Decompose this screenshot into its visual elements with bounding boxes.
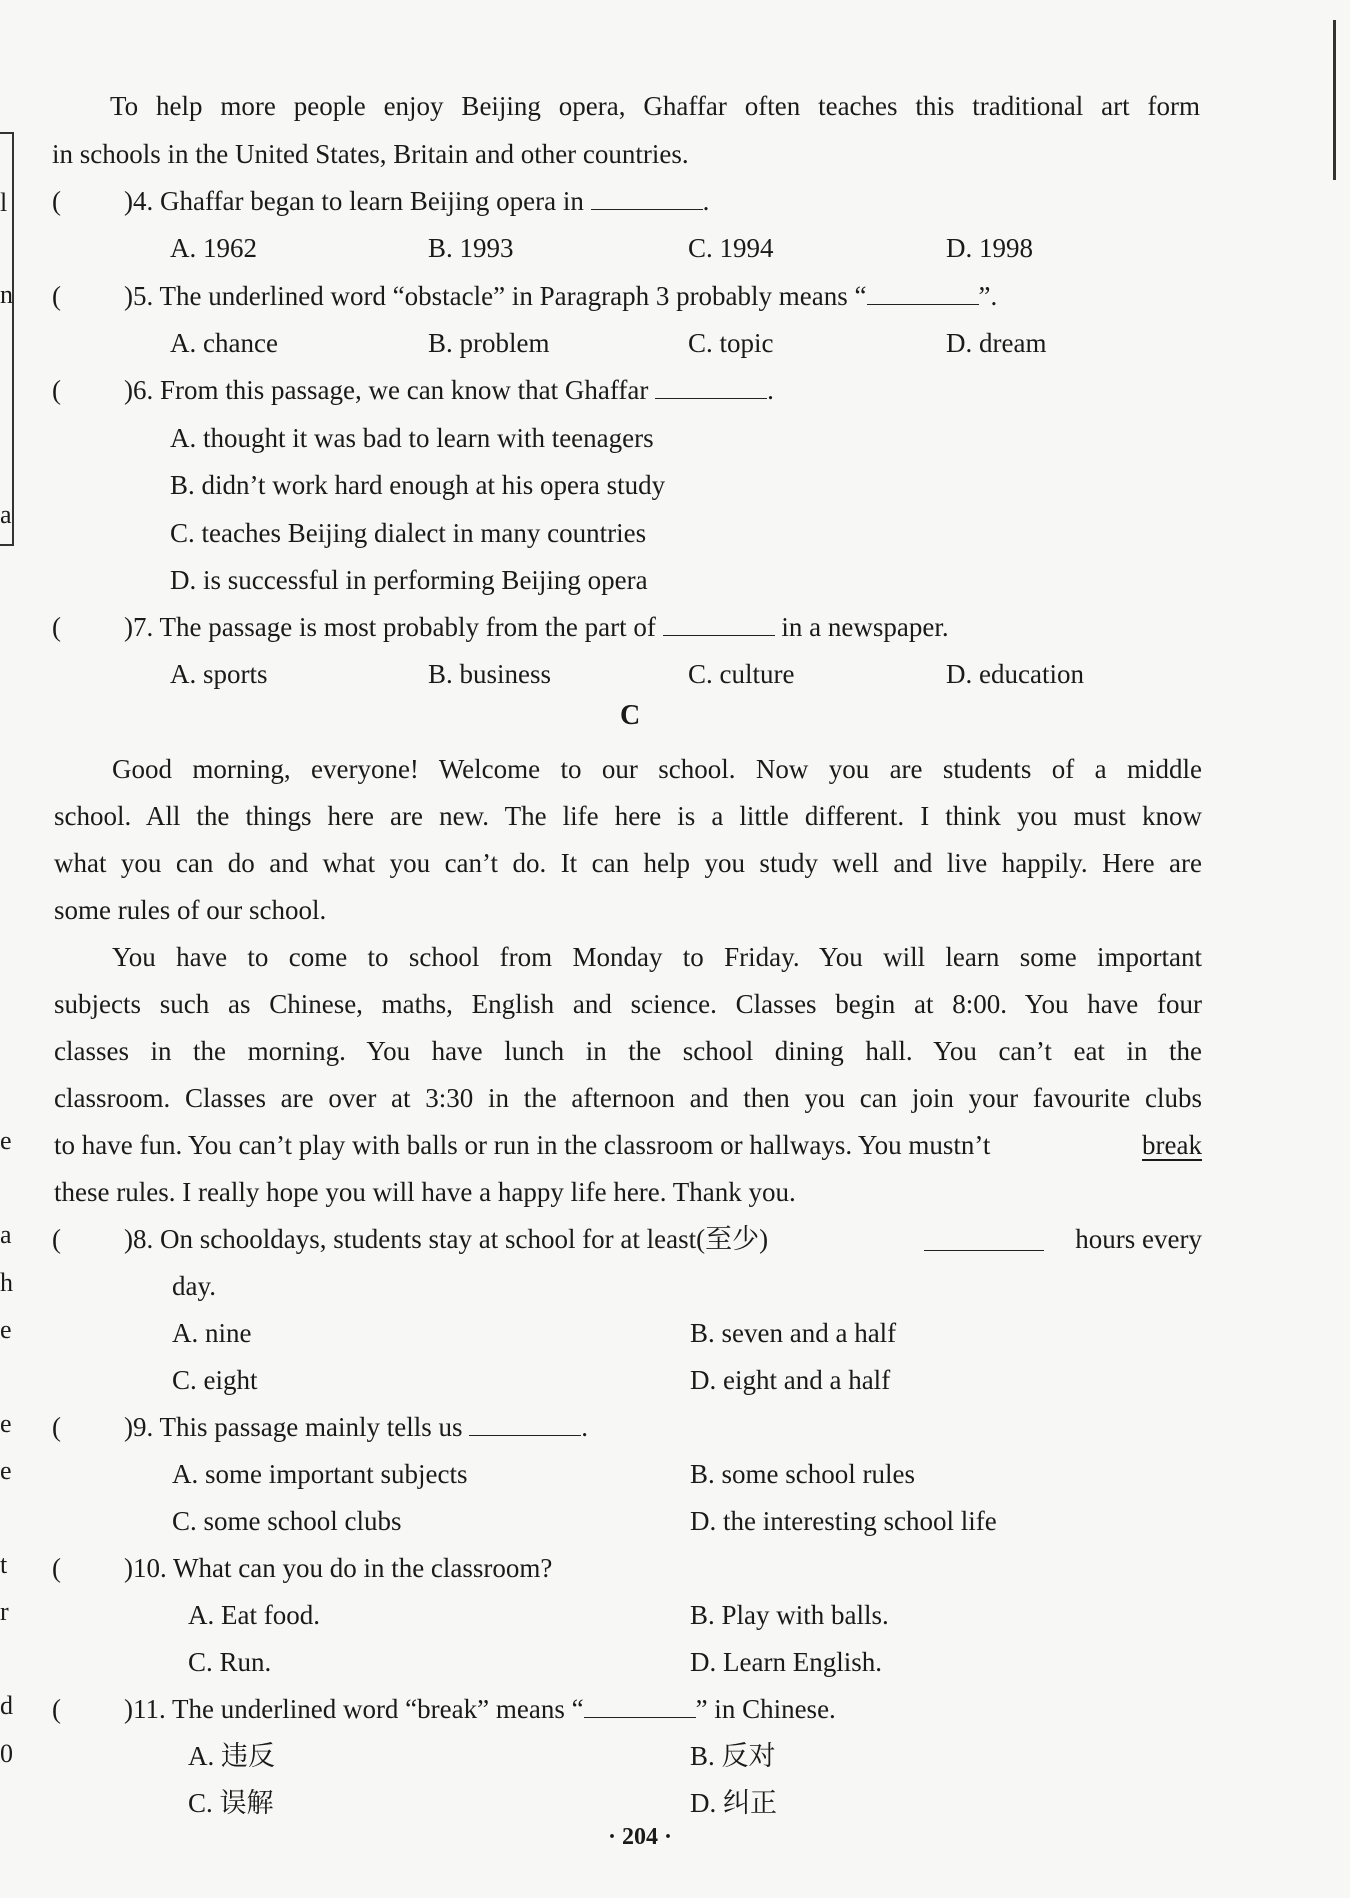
option[interactable]: D. the interesting school life — [690, 1506, 997, 1536]
option[interactable]: A. some important subjects — [172, 1459, 468, 1489]
answer-paren[interactable]: ( — [52, 375, 61, 405]
answer-blank — [469, 1413, 581, 1436]
option[interactable]: A. nine — [172, 1318, 252, 1348]
option[interactable]: C. 误解 — [188, 1788, 274, 1818]
question-stem: )8. On schooldays, students stay at school for at least(至少) — [124, 1224, 769, 1254]
margin-char: e — [0, 1409, 12, 1438]
option[interactable]: C. culture — [688, 659, 795, 689]
question-10: )10. What can you do in the classroom? — [124, 1553, 553, 1583]
margin-char: t — [0, 1550, 8, 1579]
option[interactable]: A. Eat food. — [188, 1600, 320, 1630]
passage-line: To help more people enjoy Beijing opera, Ghaffar often teaches this traditional art form — [110, 91, 1200, 121]
option[interactable]: B. 反对 — [690, 1741, 776, 1771]
option[interactable]: B. business — [428, 659, 552, 689]
question-tail: ”. — [978, 281, 998, 311]
margin-char: e — [0, 1456, 12, 1485]
question-tail: in a newspaper. — [781, 612, 949, 642]
option[interactable]: A. thought it was bad to learn with teenagers — [170, 423, 654, 453]
passage-line: Good morning, everyone! Welcome to our school. Now you are students of a middle — [112, 754, 1202, 784]
option[interactable]: B. didn’t work hard enough at his opera study — [170, 470, 666, 500]
option[interactable]: C. 1994 — [688, 233, 774, 263]
option[interactable]: C. Run. — [188, 1647, 272, 1677]
answer-blank — [867, 282, 979, 305]
question-tail: hours every — [1075, 1224, 1202, 1254]
option[interactable]: D. 纠正 — [690, 1788, 777, 1818]
passage-line: subjects such as Chinese, maths, English and science. Classes begin at 8:00. You have four — [54, 989, 1202, 1019]
passage-line — [54, 1128, 1202, 1162]
answer-blank — [663, 613, 775, 636]
answer-blank — [655, 376, 767, 399]
option[interactable]: A. 1962 — [170, 233, 257, 263]
answer-paren[interactable]: ( — [52, 1224, 61, 1254]
question-stem: )9. This passage mainly tells us — [124, 1412, 463, 1442]
option[interactable]: C. topic — [688, 328, 774, 358]
question-stem: )11. The underlined word “break” means “ — [124, 1694, 584, 1724]
option[interactable]: A. 违反 — [188, 1741, 275, 1771]
option[interactable]: B. seven and a half — [690, 1318, 897, 1348]
binding-edge — [1333, 20, 1336, 180]
margin-char: r — [0, 1597, 9, 1626]
question-5 — [124, 279, 997, 313]
underlined-word: break — [1142, 1130, 1202, 1160]
question-9 — [124, 1410, 588, 1444]
margin-char: e — [0, 1315, 12, 1344]
answer-paren[interactable]: ( — [52, 1553, 61, 1583]
answer-blank — [584, 1695, 696, 1718]
margin-char: a — [0, 500, 12, 529]
passage-line: some rules of our school. — [54, 895, 327, 925]
question-stem: )4. Ghaffar began to learn Beijing opera in — [124, 186, 584, 216]
passage-line: what you can do and what you can’t do. It can help you study well and live happily. Here are — [54, 848, 1202, 878]
option[interactable]: B. 1993 — [428, 233, 514, 263]
margin-char: n — [0, 280, 13, 309]
option[interactable]: B. Play with balls. — [690, 1600, 889, 1630]
section-title: C — [620, 700, 641, 731]
option[interactable]: D. education — [946, 659, 1084, 689]
question-6 — [124, 373, 774, 407]
answer-paren[interactable]: ( — [52, 1694, 61, 1724]
question-stem: )7. The passage is most probably from the part of — [124, 612, 656, 642]
question-tail: . — [581, 1412, 588, 1442]
question-tail: ” in Chinese. — [695, 1694, 836, 1724]
margin-char: d — [0, 1691, 13, 1720]
option[interactable]: D. dream — [946, 328, 1047, 358]
option[interactable]: C. eight — [172, 1365, 258, 1395]
option[interactable]: C. some school clubs — [172, 1506, 402, 1536]
passage-text: to have fun. You can’t play with balls or run in the classroom or hallways. You mustn’t — [54, 1130, 991, 1160]
passage-line: You have to come to school from Monday to Friday. You will learn some important — [112, 942, 1202, 972]
option[interactable]: D. Learn English. — [690, 1647, 882, 1677]
answer-blank — [591, 187, 703, 210]
question-4 — [124, 184, 709, 218]
margin-char: 0 — [0, 1739, 13, 1768]
option[interactable]: D. is successful in performing Beijing opera — [170, 565, 648, 595]
option[interactable]: D. 1998 — [946, 233, 1033, 263]
question-11 — [124, 1692, 836, 1726]
question-7 — [124, 610, 949, 644]
answer-paren[interactable]: ( — [52, 612, 61, 642]
passage-line: classroom. Classes are over at 3:30 in the afternoon and then you can join your favourite clubs — [54, 1083, 1202, 1113]
option[interactable]: A. sports — [170, 659, 268, 689]
question-stem: )5. The underlined word “obstacle” in Paragraph 3 probably means “ — [124, 281, 867, 311]
answer-paren[interactable]: ( — [52, 1412, 61, 1442]
question-tail: . — [767, 375, 774, 405]
answer-blank — [924, 1228, 1044, 1251]
question-8 — [124, 1222, 1202, 1256]
question-stem: )6. From this passage, we can know that Ghaffar — [124, 375, 649, 405]
page-number: · 204 · — [608, 1824, 673, 1850]
margin-char: l — [0, 188, 8, 217]
option[interactable]: B. some school rules — [690, 1459, 915, 1489]
question-continuation: day. — [172, 1271, 216, 1301]
margin-char: a — [0, 1220, 12, 1249]
option[interactable]: D. eight and a half — [690, 1365, 891, 1395]
margin-char: h — [0, 1268, 13, 1297]
answer-paren[interactable]: ( — [52, 281, 61, 311]
passage-line: in schools in the United States, Britain and other countries. — [52, 139, 689, 169]
option[interactable]: B. problem — [428, 328, 550, 358]
margin-char: e — [0, 1126, 12, 1155]
question-tail: . — [702, 186, 710, 216]
passage-line: these rules. I really hope you will have a happy life here. Thank you. — [54, 1177, 796, 1207]
option[interactable]: A. chance — [170, 328, 278, 358]
passage-line: school. All the things here are new. The life here is a little different. I think you must know — [54, 801, 1202, 831]
option[interactable]: C. teaches Beijing dialect in many countries — [170, 518, 647, 548]
passage-line: classes in the morning. You have lunch in the school dining hall. You can’t eat in the — [54, 1036, 1202, 1066]
answer-paren[interactable]: ( — [52, 186, 61, 216]
